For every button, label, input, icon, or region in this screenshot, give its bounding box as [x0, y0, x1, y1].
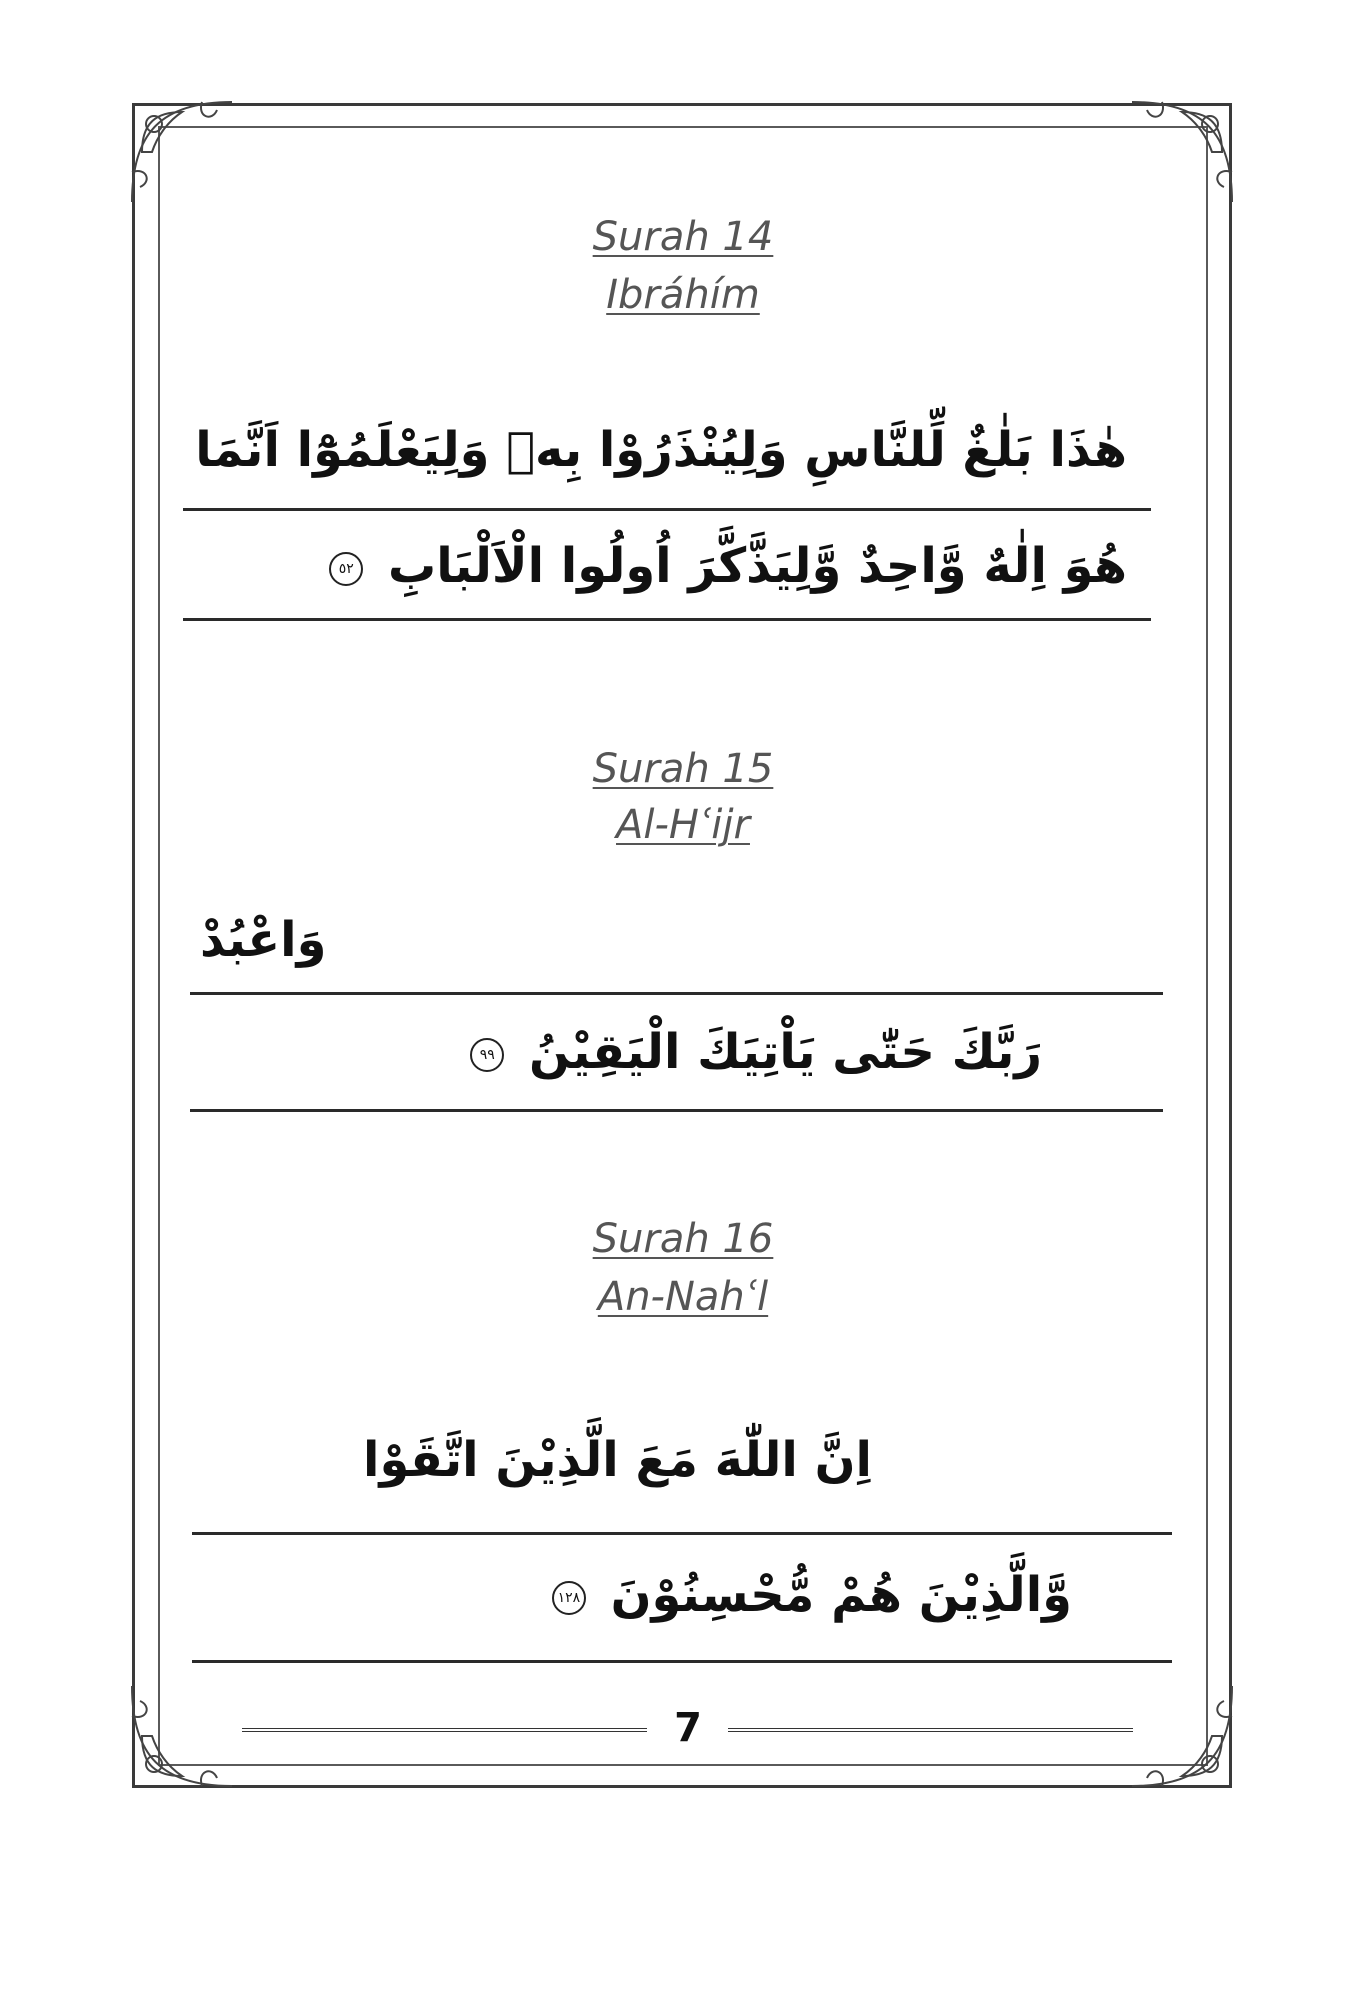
footer-divider-left: [242, 1728, 647, 1732]
corner-ornament-icon: [122, 1676, 242, 1796]
corner-ornament-icon: [1122, 92, 1242, 212]
footer-divider-right: [728, 1728, 1133, 1732]
surah-name-heading: Ibráhím: [606, 272, 760, 318]
page-number: 7: [674, 1705, 702, 1751]
verse-line: وَّالَّذِيْنَ هُمْ مُّحْسِنُوْنَ ١٢٨: [552, 1555, 1072, 1635]
verse-line: هُوَ اِلٰهٌ وَّاحِدٌ وَّلِيَذَّكَّرَ اُولُوا الْاَلْبَابِ ٥٢: [329, 526, 1127, 606]
surah-number-heading: Surah 16: [592, 1216, 774, 1262]
corner-ornament-icon: [1122, 1676, 1242, 1796]
verse-rule: [183, 508, 1151, 511]
verse-line: رَبَّكَ حَتّٰى يَاْتِيَكَ الْيَقِيْنُ ٩٩: [470, 1012, 1042, 1092]
verse-line: اِنَّ اللّٰهَ مَعَ الَّذِيْنَ اتَّقَوْا: [363, 1432, 872, 1488]
verse-line: وَاعْبُدْ: [200, 912, 327, 968]
ayah-number-marker: ٥٢: [329, 552, 363, 586]
verse-rule: [190, 992, 1163, 995]
verse-rule: [192, 1532, 1172, 1535]
verse-rule: [192, 1660, 1172, 1663]
verse-rule: [183, 618, 1151, 621]
ayah-number-marker: ٩٩: [470, 1038, 504, 1072]
surah-number-heading: Surah 14: [592, 214, 774, 260]
ayah-number-marker: ١٢٨: [552, 1581, 586, 1615]
verse-line: هٰذَا بَلٰغٌ لِّلنَّاسِ وَلِيُنْذَرُوْا بِهٖ وَلِيَعْلَمُوْٓا اَنَّمَا: [195, 422, 1127, 478]
surah-name-heading: Al-Hʿijr: [616, 802, 750, 848]
surah-number-heading: Surah 15: [592, 746, 774, 792]
surah-name-heading: An-Nahʿl: [597, 1274, 769, 1320]
verse-rule: [190, 1109, 1163, 1112]
corner-ornament-icon: [122, 92, 242, 212]
